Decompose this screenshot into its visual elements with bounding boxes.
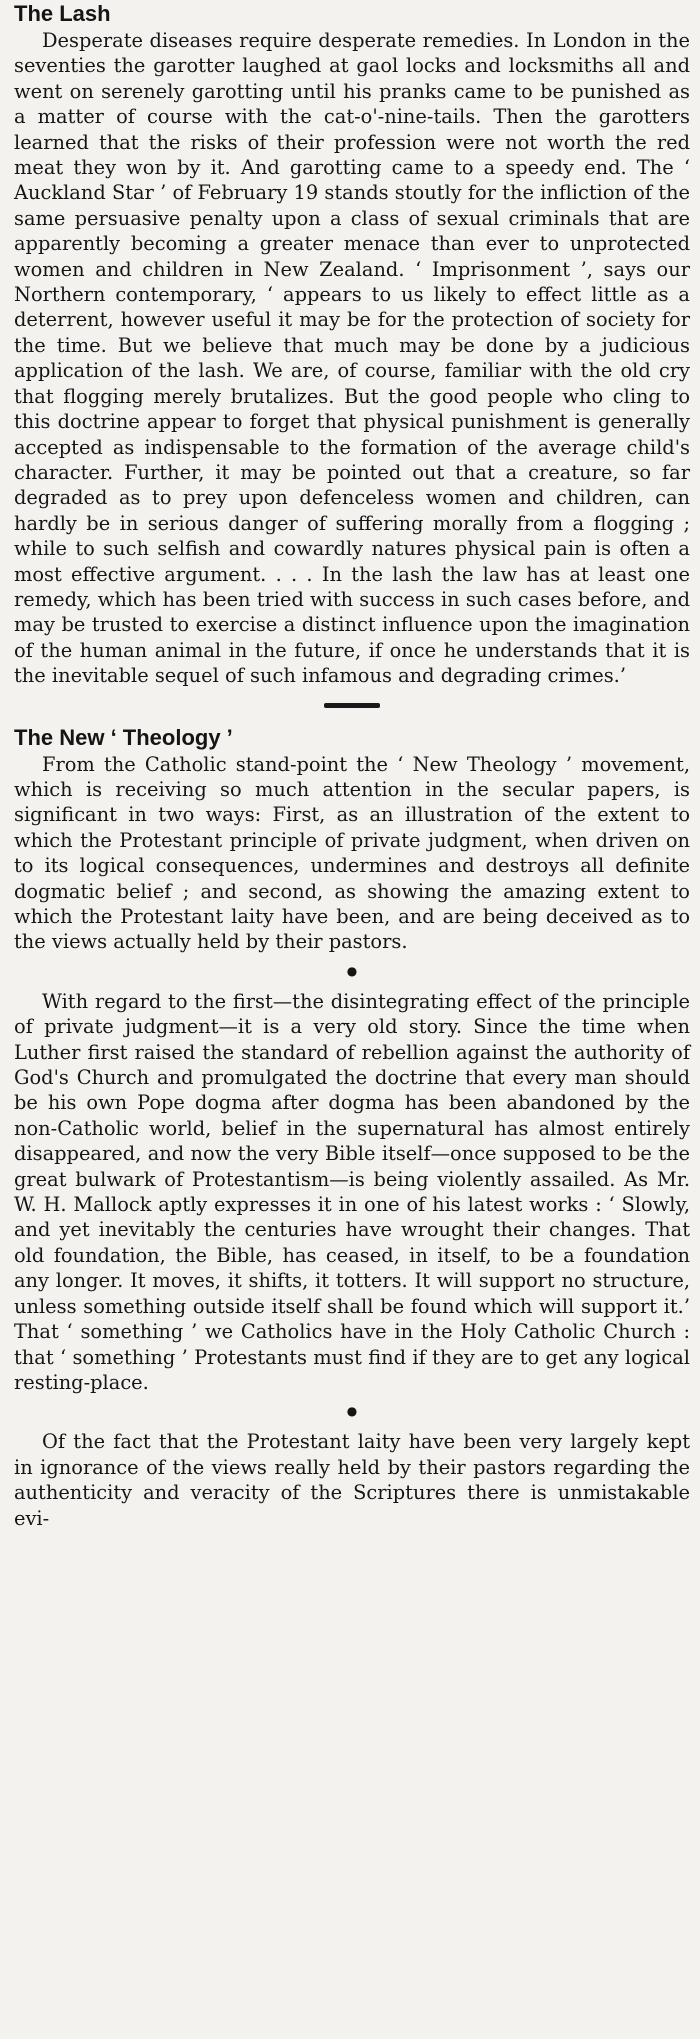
paragraph-3: Of the fact that the Protestant laity have been very largely kept in ignorance of the views really held by their pastors regarding the authenticity and veracity of the Scriptures there is unmistakable evi- bbox=[14, 1430, 690, 1530]
paragraph-separator-dot: ● bbox=[346, 1404, 358, 1419]
article-title-new-theology: The New ‘ Theology ’ bbox=[14, 724, 233, 750]
article-body-the-lash: Desperate diseases require desperate remedies. In London in the seventies the garotter laughed at gaol locks and locksmiths all and went on serenely garotting until his pranks came to be punished as a matter of course with the cat-o'-nine-tails. Then the garotters learned that the risks of their profession were not worth the red meat they won by it. And garotting came to a speedy end. The ‘ Auckland Star ’ of February 19 stands stoutly for the infliction of the same persuasive penalty upon a class of sexual criminals that are apparently becoming a greater menace than ever to unprotected women and children in New Zealand. ‘ Imprisonment ’, says our Northern contemporary, ‘ appears to us likely to effect little as a deterrent, however useful it may be for the protection of society for the time. But we believe that much may be done by a judicious application of the lash. We are, of course, familiar with the old cry that flogging merely brutalizes. But the good people who cling to this doctrine appear to forget that physical punishment is generally accepted as indispensable to the formation of the average child's character. Further, it may be pointed out that a creature, so far degraded as to prey upon defenceless women and children, can hardly be in serious danger of suffering morally from a flogging ; while to such selfish and cowardly natures physical pain is often a most effective argument. . . . In the lash the law has at least one remedy, which has been tried with success in such cases before, and may be trusted to exercise a distinct influence upon the imagination of the human animal in the future, if once he understands that it is the inevitable sequel of such infamous and degrading crimes.’ bbox=[14, 29, 691, 688]
paragraph-2: With regard to the first—the disintegrating effect of the principle of private judgment—it is a very old story. Since the time when Luther first raised the standard of rebellion against the authority of God's Church and promulgated the doctrine that every man should be his own Pope dogma after dogma has been abandoned by the non-Catholic world, belief in the supernatural has almost entirely disappeared, and now the very Bible itself—once supposed to be the great bulwark of Protestantism—is being violently assailed. As Mr. W. H. Mallock aptly expresses it in one of his latest works : ‘ Slowly, and yet inevitably the centuries have wrought their changes. That old foundation, the Bible, has ceased, in itself, to be a foundation any longer. It moves, it shifts, it totters. It will support no structure, unless something outside itself shall be found which will support it.’ That ‘ something ’ we Catholics have in the Holy Catholic Church : that ‘ something ’ Protestants must find if they are to get any logical resting-place. bbox=[14, 989, 690, 1394]
paragraph-1: From the Catholic stand-point the ‘ New Theology ’ movement, which is receiving so much attention in the secular papers, is significant in two ways: First, as an illustration of the extent to which the Protestant principle of private judgment, when driven on to its logical consequences, undermines and destroys all definite dogmatic belief ; and second, as showing the amazing extent to which the Protestant laity have been, and are being deceived as to the views actually held by their pastors. bbox=[14, 752, 690, 954]
section-divider bbox=[324, 703, 380, 708]
paragraph-separator-dot: ● bbox=[346, 963, 358, 978]
article-title-the-lash: The Lash bbox=[14, 1, 111, 26]
